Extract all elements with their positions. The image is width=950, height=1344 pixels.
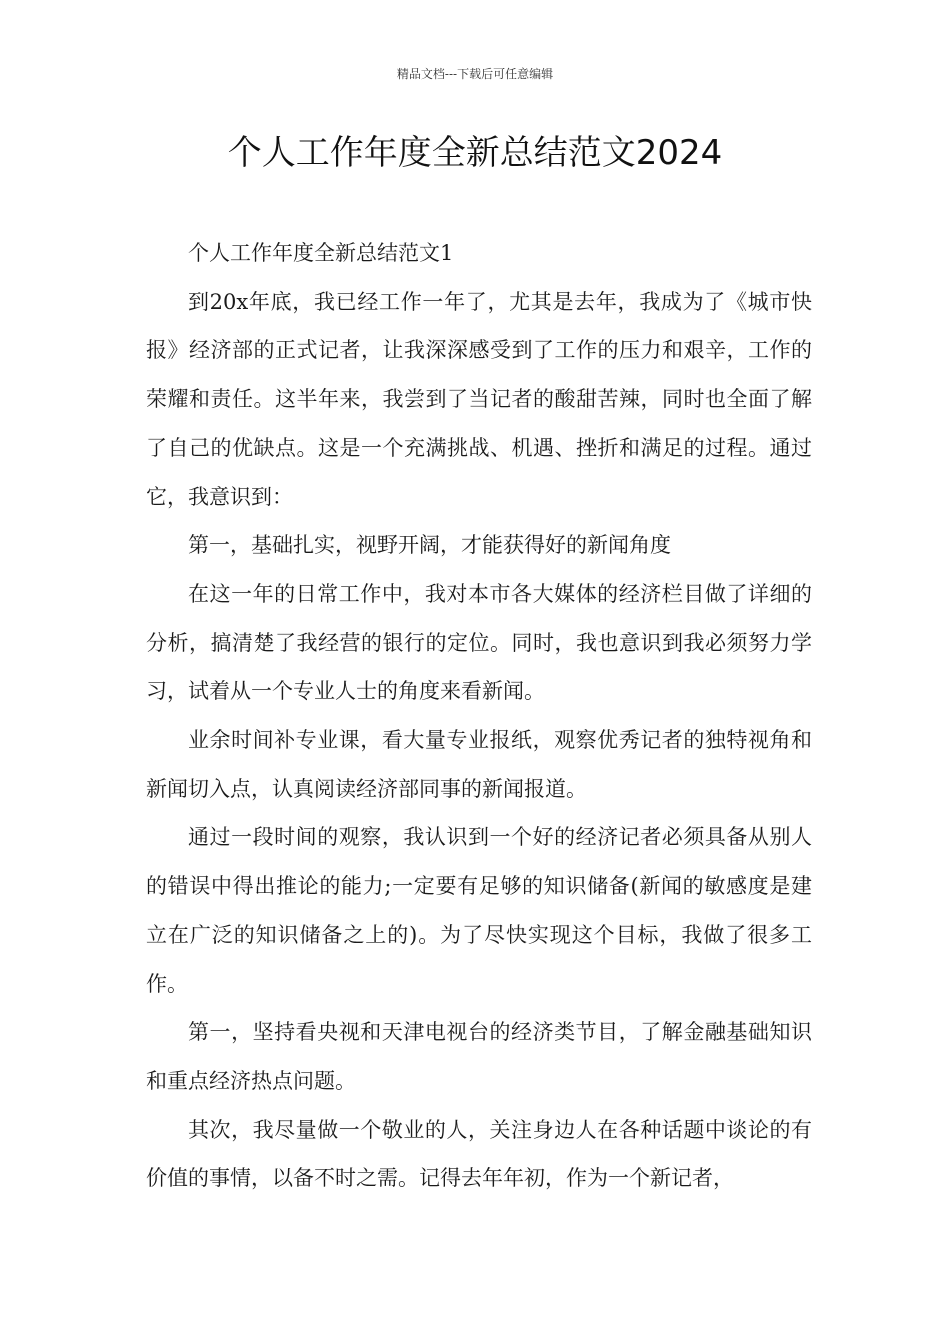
paragraph: 第一，坚持看央视和天津电视台的经济类节目，了解金融基础知识和重点经济热点问题。 bbox=[146, 1020, 812, 1093]
paragraph: 第一，基础扎实，视野开阔，才能获得好的新闻角度 bbox=[188, 533, 671, 558]
running-header: 精品文档---下载后可任意编辑 bbox=[396, 67, 554, 81]
paragraph: 业余时间补专业课，看大量专业报纸，观察优秀记者的独特视角和新闻切入点，认真阅读经济部同事的新闻报道。 bbox=[146, 728, 812, 801]
paragraph: 其次，我尽量做一个敬业的人，关注身边人在各种话题中谈论的有价值的事情，以备不时之需。记得去年年初，作为一个新记者， bbox=[146, 1117, 812, 1191]
section-heading: 个人工作年度全新总结范文1 bbox=[188, 241, 454, 265]
paragraph: 到20x年底，我已经工作一年了，尤其是去年，我成为了《城市快报》经济部的正式记者，让我深深感受到了工作的压力和艰辛，工作的荣耀和责任。这半年来，我尝到了当记者的酸甜苦辣，同时也全面了解了自己的优缺点。这是一个充满挑战、机遇、挫折和满足的过程。通过它，我意识到： bbox=[146, 289, 812, 509]
document-title: 个人工作年度全新总结范文2024 bbox=[227, 133, 723, 173]
paragraph: 通过一段时间的观察，我认识到一个好的经济记者必须具备从别人的错误中得出推论的能力;一定要有足够的知识储备(新闻的敏感度是建立在广泛的知识储备之上的)。为了尽快实现这个目标，我做了很多工作。 bbox=[146, 825, 812, 996]
paragraph: 在这一年的日常工作中，我对本市各大媒体的经济栏目做了详细的分析，搞清楚了我经营的银行的定位。同时，我也意识到我必须努力学习，试着从一个专业人士的角度来看新闻。 bbox=[146, 581, 812, 704]
document-body bbox=[146, 229, 812, 1203]
